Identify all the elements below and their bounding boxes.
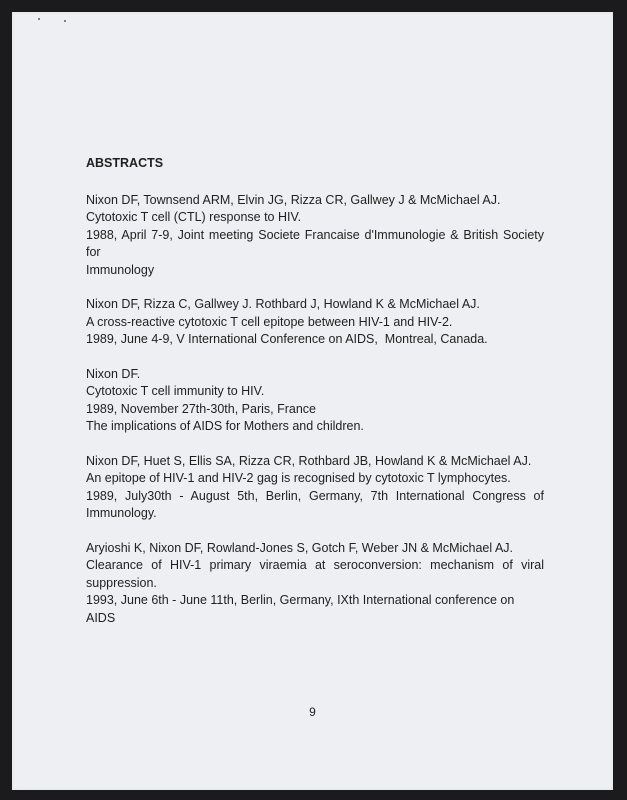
entry-event-continued: The implications of AIDS for Mothers and children.: [86, 419, 364, 433]
entry-title: Cytotoxic T cell (CTL) response to HIV.: [86, 210, 302, 224]
section-heading: ABSTRACTS: [86, 156, 164, 170]
abstract-entry-1: [86, 192, 544, 280]
abstract-entry-5: [86, 540, 544, 628]
entry-authors: Nixon DF, Rizza C, Gallwey J. Rothbard J, Howland K & McMichael AJ.: [86, 297, 480, 311]
entry-title-continued: suppression.: [86, 575, 157, 590]
entry-authors: Aryioshi K, Nixon DF, Rowland-Jones S, Gotch F, Weber JN & McMichael AJ.: [86, 540, 514, 555]
entry-title: A cross-reactive cytotoxic T cell epitope between HIV-1 and HIV-2.: [86, 314, 453, 329]
entry-event-continued: Immunology.: [86, 506, 157, 520]
entry-authors: Nixon DF, Townsend ARM, Elvin JG, Rizza CR, Gallwey J & McMichael AJ.: [86, 192, 501, 207]
entry-authors: Nixon DF.: [86, 366, 141, 381]
abstract-entry-4: [86, 453, 544, 523]
scan-speck: [38, 18, 40, 20]
entry-event: 1993, June 6th - June 11th, Berlin, Germany, IXth International conference on AIDS: [86, 593, 515, 625]
entry-authors: Nixon DF, Huet S, Ellis SA, Rizza CR, Rothbard JB, Howland K & McMichael AJ.: [86, 453, 532, 468]
abstract-entry-3: [86, 366, 544, 436]
abstracts-section: [86, 155, 544, 644]
entry-event-continued: Immunology: [86, 262, 155, 277]
page-number: 9: [309, 705, 316, 719]
entry-event: 1988, April 7-9, Joint meeting Societe Francaise d'Immunologie & British Society for: [86, 227, 544, 259]
entry-event: 1989, July30th - August 5th, Berlin, Germany, 7th International Congress of: [86, 488, 544, 503]
entry-event: 1989, June 4-9, V International Conference on AIDS, Montreal, Canada.: [86, 332, 488, 346]
abstract-entry-2: [86, 296, 544, 349]
entry-title: Cytotoxic T cell immunity to HIV.: [86, 384, 265, 398]
entry-event: 1989, November 27th-30th, Paris, France: [86, 401, 316, 416]
entry-title: An epitope of HIV-1 and HIV-2 gag is recognised by cytotoxic T lymphocytes.: [86, 471, 511, 485]
document-page: [12, 12, 613, 790]
scan-speck: [64, 20, 66, 22]
entry-title: Clearance of HIV-1 primary viraemia at seroconversion: mechanism of viral: [86, 558, 544, 572]
